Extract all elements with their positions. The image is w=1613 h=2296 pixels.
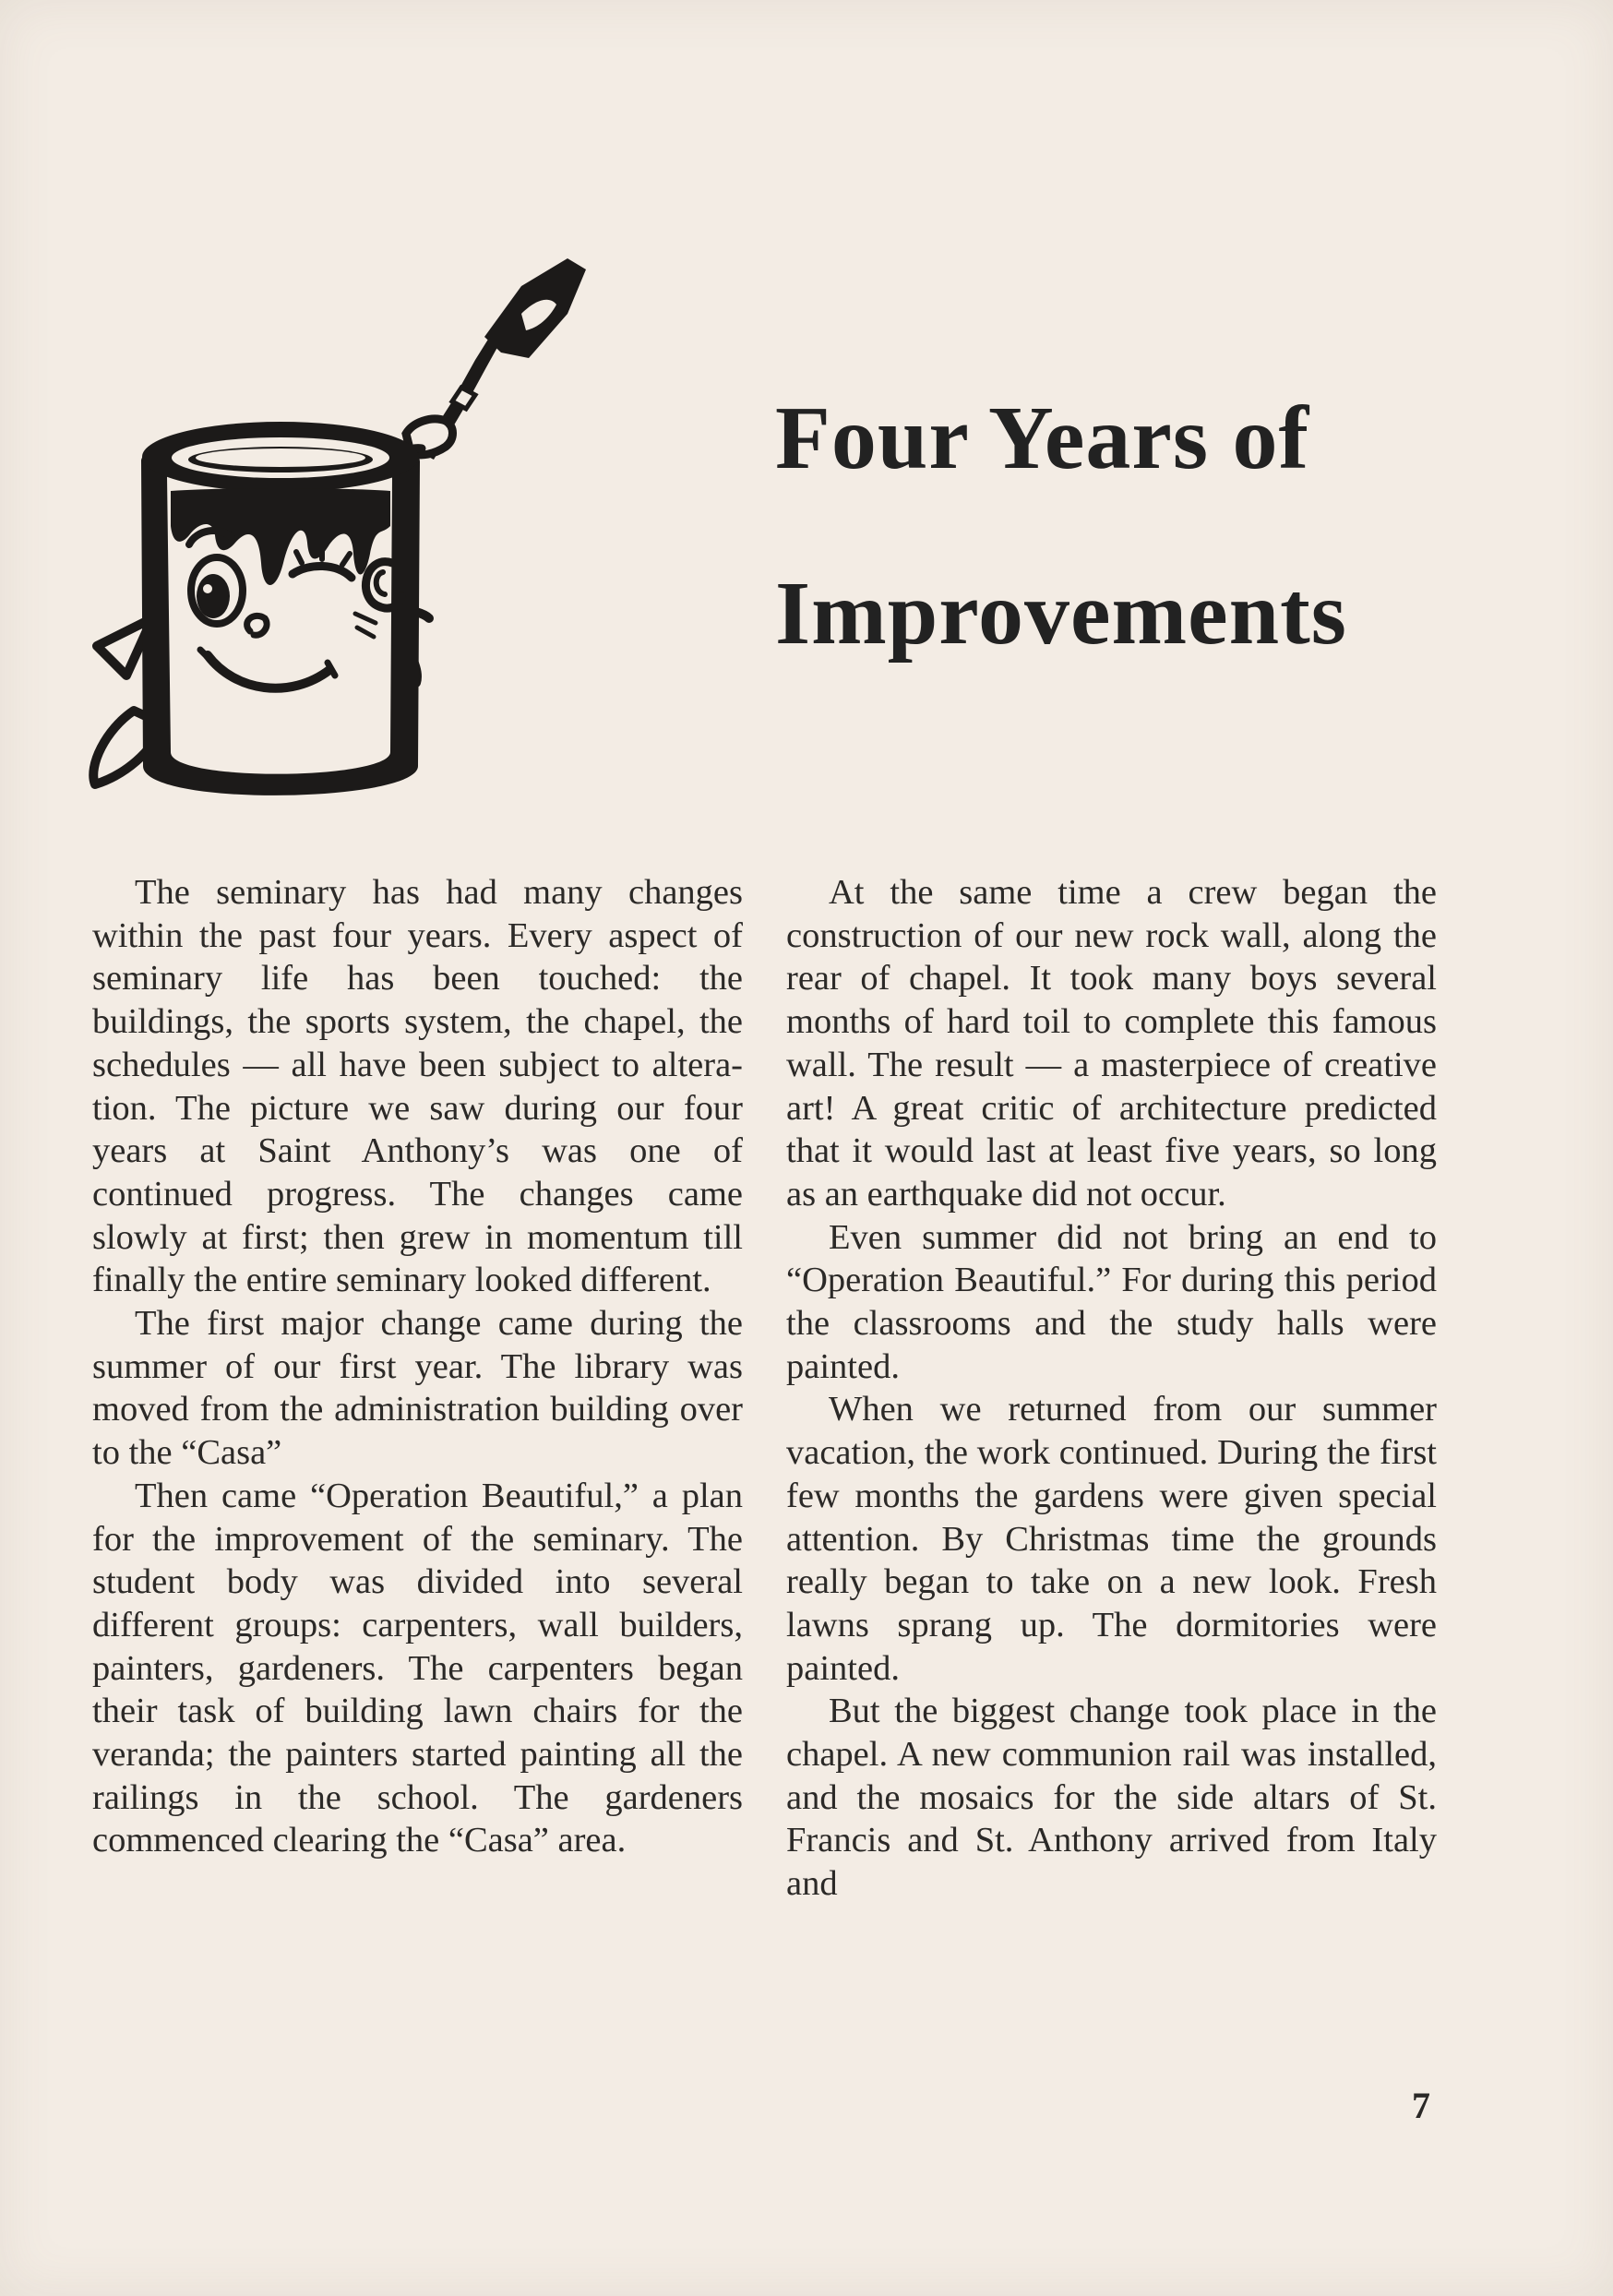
left-column — [92, 871, 743, 1862]
paragraph: The seminary has had many changes within the past four years. Every aspect of seminary life has been touched: the buildings, the sports system, the chapel, the schedules — all have been subject to alteration. The picture we saw during our four years at Saint Anthony’s was one of continued progress. The changes came slowly at first; then grew in momentum till finally the entire seminary looked different. — [92, 873, 743, 1300]
paragraph: At the same time a crew began the construction of our new rock wall, along the rear of chapel. It took many boys several months of hard toil to complete this famous wall. The result — a masterpiece of creative art! A great critic of architecture predicted that it would last at least five years, so long as an earthquake did not occur. — [786, 873, 1437, 1214]
page-number: 7 — [1412, 2085, 1430, 2126]
title-line-2: Improvements — [775, 564, 1347, 664]
right-column — [786, 871, 1437, 1906]
paragraph: Then came “Operation Beautiful,” a plan for the improvement of the seminary. The student body was divided into several different groups: carpenters, wall builders, painters, gardeners. The carpenters began their task of building lawn chairs for the veranda; the painters started painting all the railings in the school. The gardeners commenced clearing the “Casa” area. — [92, 1476, 743, 1860]
title-line-1: Four Years of — [775, 389, 1310, 488]
paragraph: When we returned from our summer vacation, the work continued. During the first few months the gardens were given special attention. By Christmas time the grounds really began to take on a new look. Fresh lawns sprang up. The dormitories were painted. — [786, 1390, 1437, 1688]
page-title — [775, 351, 1458, 701]
paragraph: Even summer did not bring an end to “Operation Beautiful.” For during this period the classrooms and the study halls were painted. — [786, 1217, 1437, 1386]
paragraph: But the biggest change took place in the chapel. A new communion rail was installed, and the mosaics for the side altars of St. Francis and St. Anthony arrived from Italy and — [786, 1692, 1437, 1904]
paragraph: The first major change came during the summer of our first year. The library was moved from the administration building over to the “Casa” — [92, 1304, 743, 1473]
paint-can-mascot-icon — [88, 249, 724, 812]
